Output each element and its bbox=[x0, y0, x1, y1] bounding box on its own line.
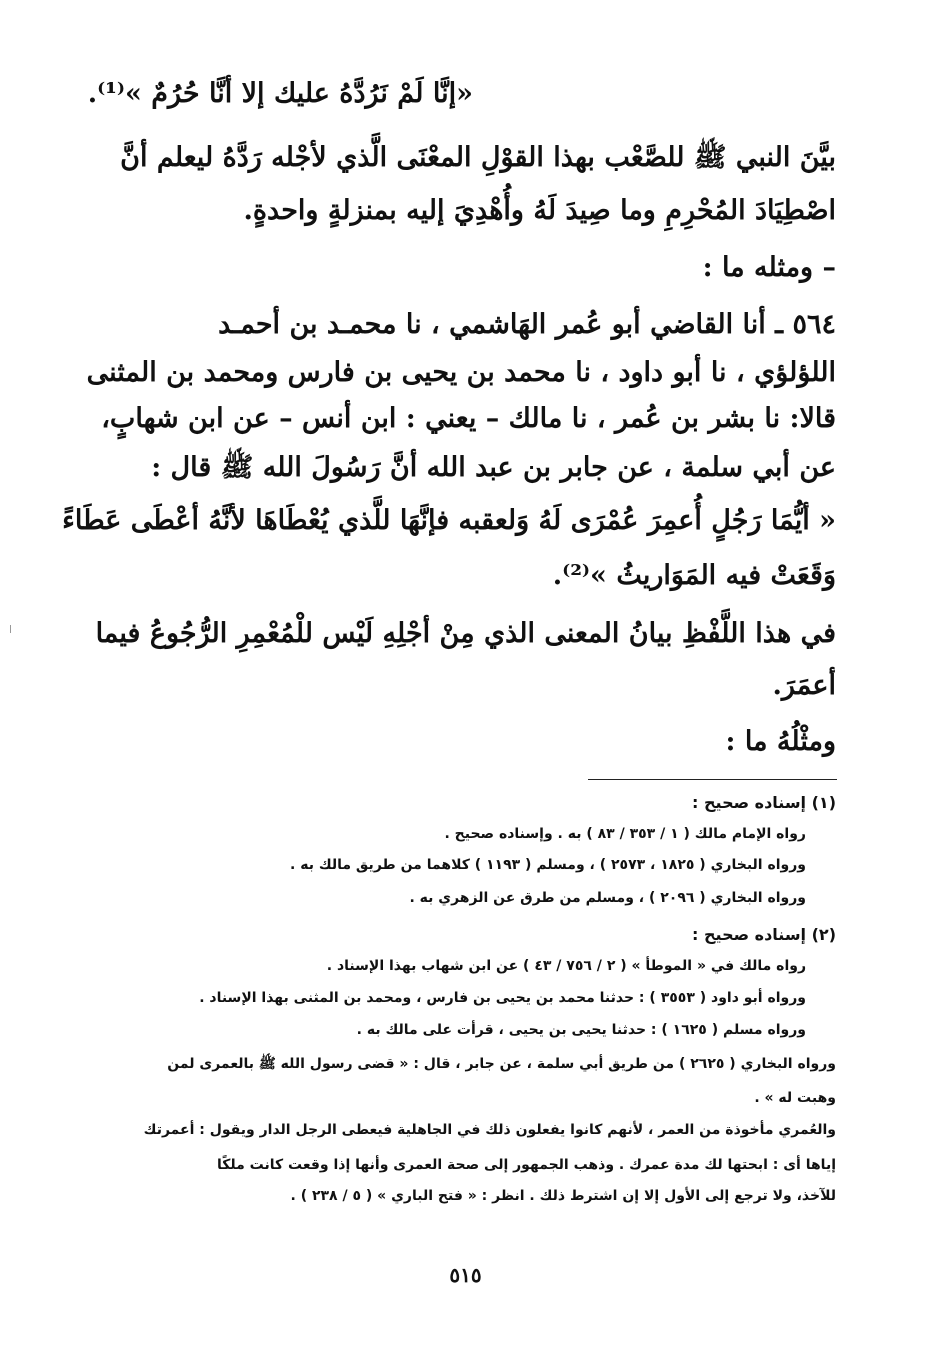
hadith-564-line-2: اللؤلؤي ، نا أبو داود ، نا محمد بن يحيى بن فارس ومحمد بن المثنى bbox=[86, 357, 836, 388]
hadith-564-line-4: عن أبي سلمة ، عن جابر بن عبد الله أنَّ رَسُولَ الله ﷺ قال : bbox=[151, 452, 836, 483]
footnote-2-heading: (٢) إسناده صحيح : bbox=[692, 925, 836, 944]
margin-mark bbox=[10, 625, 11, 633]
main-text-line-4: – ومثله ما : bbox=[702, 252, 836, 283]
hadith-quote-line-2: وَقَعَتْ فيه المَوَاريثُ »⁽²⁾. bbox=[552, 560, 836, 591]
footnote-2-line-2: ورواه أبو داود ( ٣٥٥٣ ) : حدثنا محمد بن يحيى بن فارس ، ومحمد بن المثنى بهذا الإسناد . bbox=[199, 990, 806, 1006]
main-text-line-2: بيَّنَ النبي ﷺ للصَّعْب بهذا القوْلِ المعْنَى الَّذي لأجْله رَدَّهُ ليعلم أنَّ bbox=[120, 142, 836, 173]
hadith-564-line-3: قالا: نا بشر بن عُمر ، نا مالك – يعني : ابن أنس – عن ابن شهابٍ، bbox=[101, 403, 836, 434]
hadith-quote-line-1: « أيُّمَا رَجُلٍ أُعمِرَ عُمْرَى لَهُ وَلعقبه فإنَّهَا للَّذي يُعْطَاهَا لأنَّهُ أعْطَى عَطَاءً bbox=[62, 505, 836, 536]
footnote-1-heading: (١) إسناده صحيح : bbox=[692, 793, 836, 812]
footnote-2-line-8: للآخذ، ولا ترجع إلى الأول إلا إن اشترط ذلك . انظر : « فتح الباري » ( ٥ / ٢٣٨ ) . bbox=[290, 1188, 836, 1204]
footnote-2-line-3: ورواه مسلم ( ١٦٢٥ ) : حدثنا يحيى بن يحيى ، قرأت على مالك به . bbox=[356, 1022, 806, 1038]
footnote-1-line-1: رواه الإمام مالك ( ١ / ٣٥٣ / ٨٣ ) به . وإسناده صحيح . bbox=[444, 826, 806, 842]
footnote-1-line-2: ورواه البخاري ( ١٨٢٥ ، ٢٥٧٣ ) ، ومسلم ( ١١٩٣ ) كلاهما من طريق مالك به . bbox=[290, 857, 806, 873]
footnote-2-line-5: وهبت له » . bbox=[754, 1090, 836, 1106]
main-text-line-1: «إنَّا لَمْ نَرُدَّهُ عليك إلا أنَّا حُرُمٌ »⁽¹⁾. bbox=[87, 78, 473, 109]
page-number: ٥١٥ bbox=[449, 1263, 482, 1287]
commentary-line-2: أعمَرَ. bbox=[772, 670, 836, 701]
footnote-divider bbox=[588, 779, 837, 780]
commentary-line-3: ومثْلُهُ ما : bbox=[725, 726, 836, 757]
footnote-2-line-1: رواه مالك في « الموطأ » ( ٢ / ٧٥٦ / ٤٣ ) عن ابن شهاب بهذا الإسناد . bbox=[326, 958, 806, 974]
hadith-564-line-1: ٥٦٤ ـ أنا القاضي أبو عُمر الهَاشمي ، نا محمـد بن أحمـد bbox=[218, 309, 836, 340]
main-text-line-3: اصْطِيَادَ المُحْرِمِ وما صِيدَ لَهُ وأُهْدِيَ إليه بمنزلةٍ واحدةٍ. bbox=[243, 195, 836, 226]
commentary-line-1: في هذا اللَّفْظِ بيانُ المعنى الذي مِنْ أجْلِهِ لَيْس للْمُعْمِرِ الرُّجُوعُ فيما bbox=[95, 618, 836, 649]
footnote-1-line-3: ورواه البخاري ( ٢٠٩٦ ) ، ومسلم من طرق عن الزهري به . bbox=[409, 890, 806, 906]
footnote-2-line-7: إياها أى : ابحتها لك مدة عمرك . وذهب الجمهور إلى صحة العمرى وأنها إذا وقعت كانت ملكًا bbox=[217, 1157, 836, 1173]
footnote-2-line-6: والعُمري مأخوذة من العمر ، لأنهم كانوا يفعلون ذلك في الجاهلية فيعطى الرجل الدار ويقول : أعمرتك bbox=[143, 1122, 836, 1138]
footnote-2-line-4: ورواه البخاري ( ٢٦٢٥ ) من طريق أبي سلمة ، عن جابر ، قال : « قضى رسول الله ﷺ بالعمرى لمن bbox=[167, 1056, 836, 1072]
